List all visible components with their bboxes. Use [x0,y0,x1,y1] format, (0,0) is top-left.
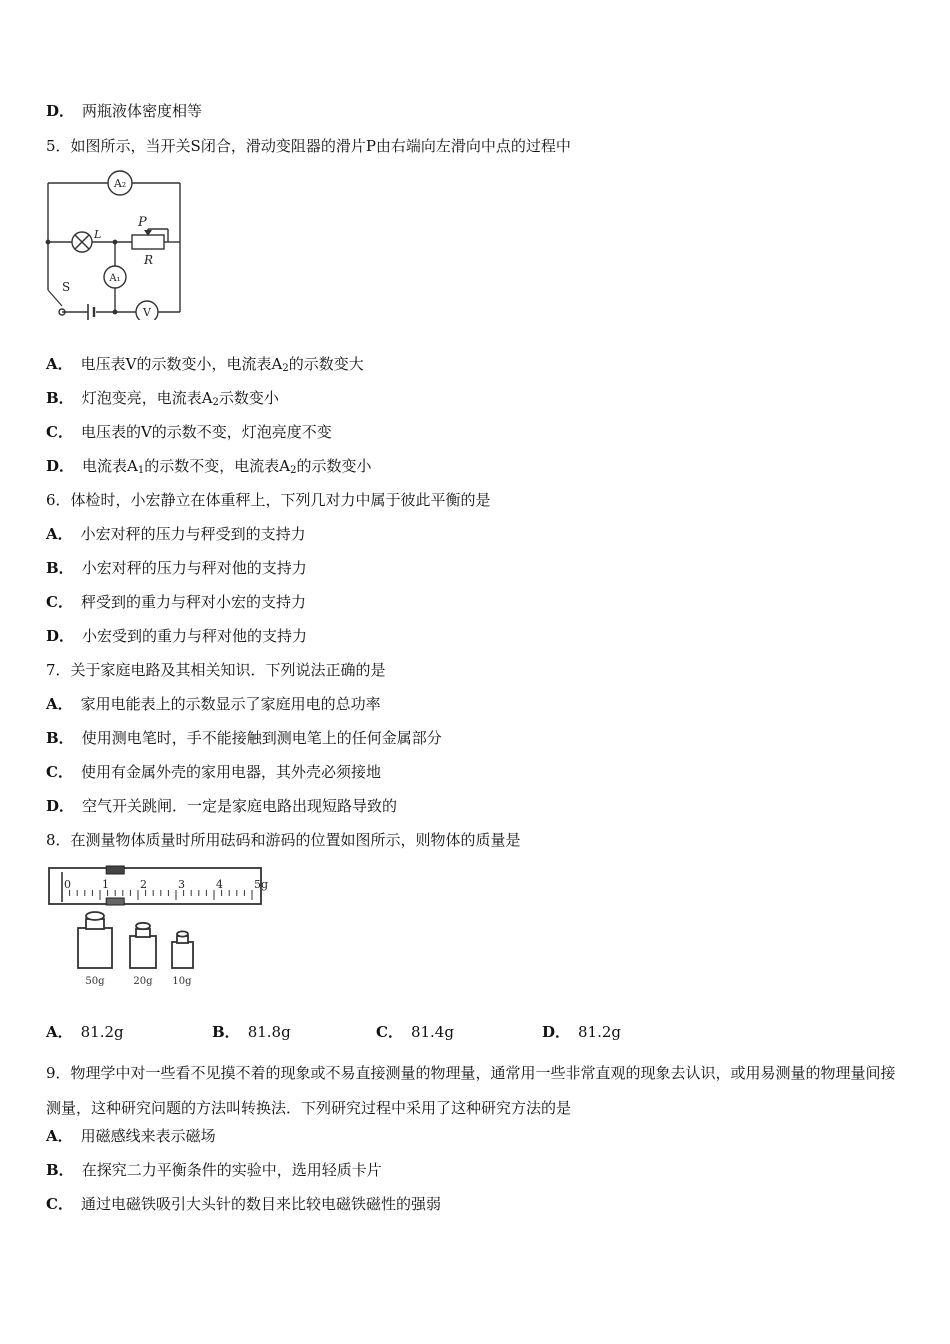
q9-option-b [46,1160,382,1180]
option-text: 使用测电笔时，手不能接触到测电笔上的任何金属部分 [81,729,442,747]
q7-stem [46,660,386,680]
ammeter-a2-label: A₂ [113,177,127,190]
q8-option-b [212,1022,291,1042]
weight-20g-label: 20g [133,976,153,987]
option-text: 81.8g [247,1023,291,1041]
weight-10g [172,931,193,968]
q9-stem [46,1056,896,1126]
q5-option-b [46,388,279,413]
option-label: B． [212,1023,240,1041]
ruler-tick-label: 4 [216,878,223,891]
q5-option-c [46,422,332,442]
question-number: 8． [46,831,71,849]
option-label: D． [46,627,75,645]
option-label: A． [46,525,73,543]
option-label: C． [46,1195,73,1213]
q7-option-d [46,796,397,816]
question-text: 在测量物体质量时所用砝码和游码的位置如图所示，则物体的质量是 [70,831,521,849]
option-text: 81.4g [410,1023,454,1041]
q8-option-a [46,1022,124,1042]
ruler-tick-label: 2 [140,878,147,891]
question-text: 体检时，小宏静立在体重秤上，下列几对力中属于彼此平衡的是 [70,491,491,509]
q6-option-b [46,558,307,578]
slider-label: P [138,215,147,230]
option-label: A． [46,695,73,713]
q6-option-a [46,524,306,544]
option-text: 秤受到的重力与秤对小宏的支持力 [80,593,306,611]
q8-stem [46,830,521,850]
q9-option-a [46,1126,216,1146]
option-text: 家用电能表上的示数显示了家庭用电的总功率 [80,695,381,713]
question-text: 如图所示，当开关S闭合，滑动变阻器的滑片P由右端向左滑向中点的过程中 [70,137,571,155]
q7-option-a [46,694,381,714]
option-text-post: 的示数变大 [288,355,364,373]
q7-option-c [46,762,381,782]
question-text: 物理学中对一些看不见摸不着的现象或不易直接测量的物理量，通常用一些非常直观的现象去认识，或用易测量的物理量间接测量，这种研究问题的方法叫转换法．下列研究过程中采用了这种研究方法的是 [46,1064,896,1117]
q6-stem [46,490,491,510]
option-label: A． [46,1127,73,1145]
question-number: 7． [46,661,71,679]
q8-balance-diagram [44,862,274,992]
option-label: B． [46,729,74,747]
rider [106,866,124,874]
lamp-label: L [94,228,102,241]
question-number: 9． [46,1064,71,1082]
option-label: B． [46,389,74,407]
option-label: C． [46,593,73,611]
weight-50g [78,912,112,968]
q4-option-d [46,101,202,121]
option-label: B． [46,1161,74,1179]
q8-option-d [542,1022,621,1042]
voltmeter-label: V [143,306,151,319]
option-text-post: 示数变小 [218,389,279,407]
q6-option-d [46,626,307,646]
ruler-tick-label: 0 [64,878,71,891]
subscript: 2 [212,397,219,408]
option-text: 用磁感线来表示磁场 [80,1127,216,1145]
resistor-label: R [144,253,154,267]
option-text: 电压表的V的示数不变，灯泡亮度不变 [80,423,332,441]
option-label: C． [376,1023,403,1041]
option-label: D． [46,102,75,120]
weight-10g-label: 10g [172,976,192,987]
option-label: A． [46,355,73,373]
subscript: 2 [282,363,289,374]
subscript: 2 [290,465,297,476]
option-text: 电流表A [82,457,138,475]
q5-stem [46,136,571,156]
question-number: 6． [46,491,71,509]
option-text: 两瓶液体密度相等 [82,102,203,120]
ruler-tick-label: 5g [254,878,269,891]
q5-option-d [46,456,371,481]
switch-label: S [62,280,71,294]
q8-option-c [376,1022,454,1042]
q5-option-a [46,354,364,379]
ruler-tick-label: 1 [102,878,109,891]
option-text: 空气开关跳闸．一定是家庭电路出现短路导致的 [82,797,398,815]
option-text: 81.2g [578,1023,622,1041]
option-text: 小宏对秤的压力与秤受到的支持力 [80,525,306,543]
option-text: 81.2g [80,1023,124,1041]
option-text-mid: 的示数不变，电流表A [144,457,291,475]
option-text: 通过电磁铁吸引大头针的数目来比较电磁铁磁性的强弱 [80,1195,441,1213]
question-text: 关于家庭电路及其相关知识．下列说法正确的是 [70,661,386,679]
option-text: 灯泡变亮，电流表A [81,389,213,407]
option-text: 电压表V的示数变小，电流表A [80,355,283,373]
option-text: 使用有金属外壳的家用电器，其外壳必须接地 [80,763,381,781]
question-number: 5． [46,137,71,155]
q6-option-c [46,592,306,612]
weight-20g [130,923,156,968]
q7-option-b [46,728,442,748]
option-label: A． [46,1023,73,1041]
subscript: 1 [137,465,145,476]
option-label: C． [46,423,73,441]
q9-option-c [46,1194,441,1214]
weight-50g-label: 50g [85,976,105,987]
option-text-post: 的示数变小 [296,457,372,475]
option-label: B． [46,559,74,577]
ruler-tick-label: 3 [178,878,185,891]
ammeter-a1-label: A₁ [109,273,121,284]
option-label: D． [542,1023,571,1041]
option-label: C． [46,763,73,781]
option-label: D． [46,457,75,475]
rider-shadow [106,898,124,905]
option-label: D． [46,797,75,815]
option-text: 小宏受到的重力与秤对他的支持力 [82,627,308,645]
q5-circuit-diagram [40,170,190,320]
option-text: 小宏对秤的压力与秤对他的支持力 [81,559,307,577]
option-text: 在探究二力平衡条件的实验中，选用轻质卡片 [81,1161,382,1179]
